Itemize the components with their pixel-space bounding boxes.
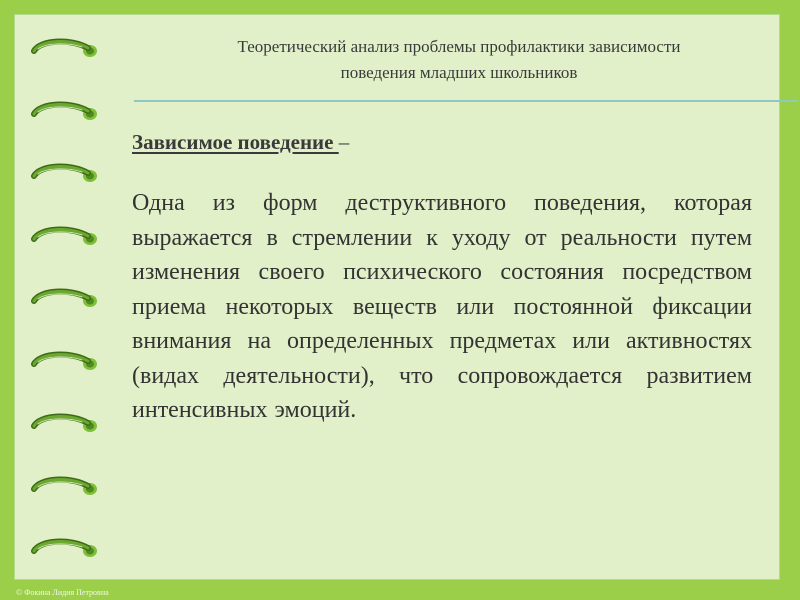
- slide-title-line-2: поведения младших школьников: [340, 63, 578, 82]
- slide-title: [144, 34, 774, 86]
- term-text: Зависимое поведение: [132, 130, 339, 154]
- notebook-page: [14, 14, 780, 580]
- term-heading: [132, 130, 349, 155]
- spiral-binding-ring-icon: [30, 538, 102, 562]
- title-divider: [134, 100, 798, 102]
- term-dash: –: [338, 130, 350, 154]
- spiral-binding-ring-icon: [30, 476, 102, 500]
- definition-text: Одна из форм деструктивного поведения, которая выражается в стремлении к уходу от реальности путем изменения своего психического состояния посредством приема некоторых веществ или постоянной фиксации внимания на определенных предметах или активностях (видах деятельности), что сопровождается развитием интенсивных эмоций.: [132, 190, 752, 423]
- slide-title-line-1: Теоретический анализ проблемы профилактики зависимости: [237, 37, 681, 56]
- spiral-binding-ring-icon: [30, 101, 102, 125]
- spiral-binding-ring-icon: [30, 226, 102, 250]
- spiral-binding-ring-icon: [30, 288, 102, 312]
- spiral-binding-ring-icon: [30, 413, 102, 437]
- spiral-binding-ring-icon: [30, 38, 102, 62]
- copyright-note: © Фокина Лидия Петровна: [16, 588, 109, 597]
- spiral-binding-ring-icon: [30, 351, 102, 375]
- spiral-binding-ring-icon: [30, 163, 102, 187]
